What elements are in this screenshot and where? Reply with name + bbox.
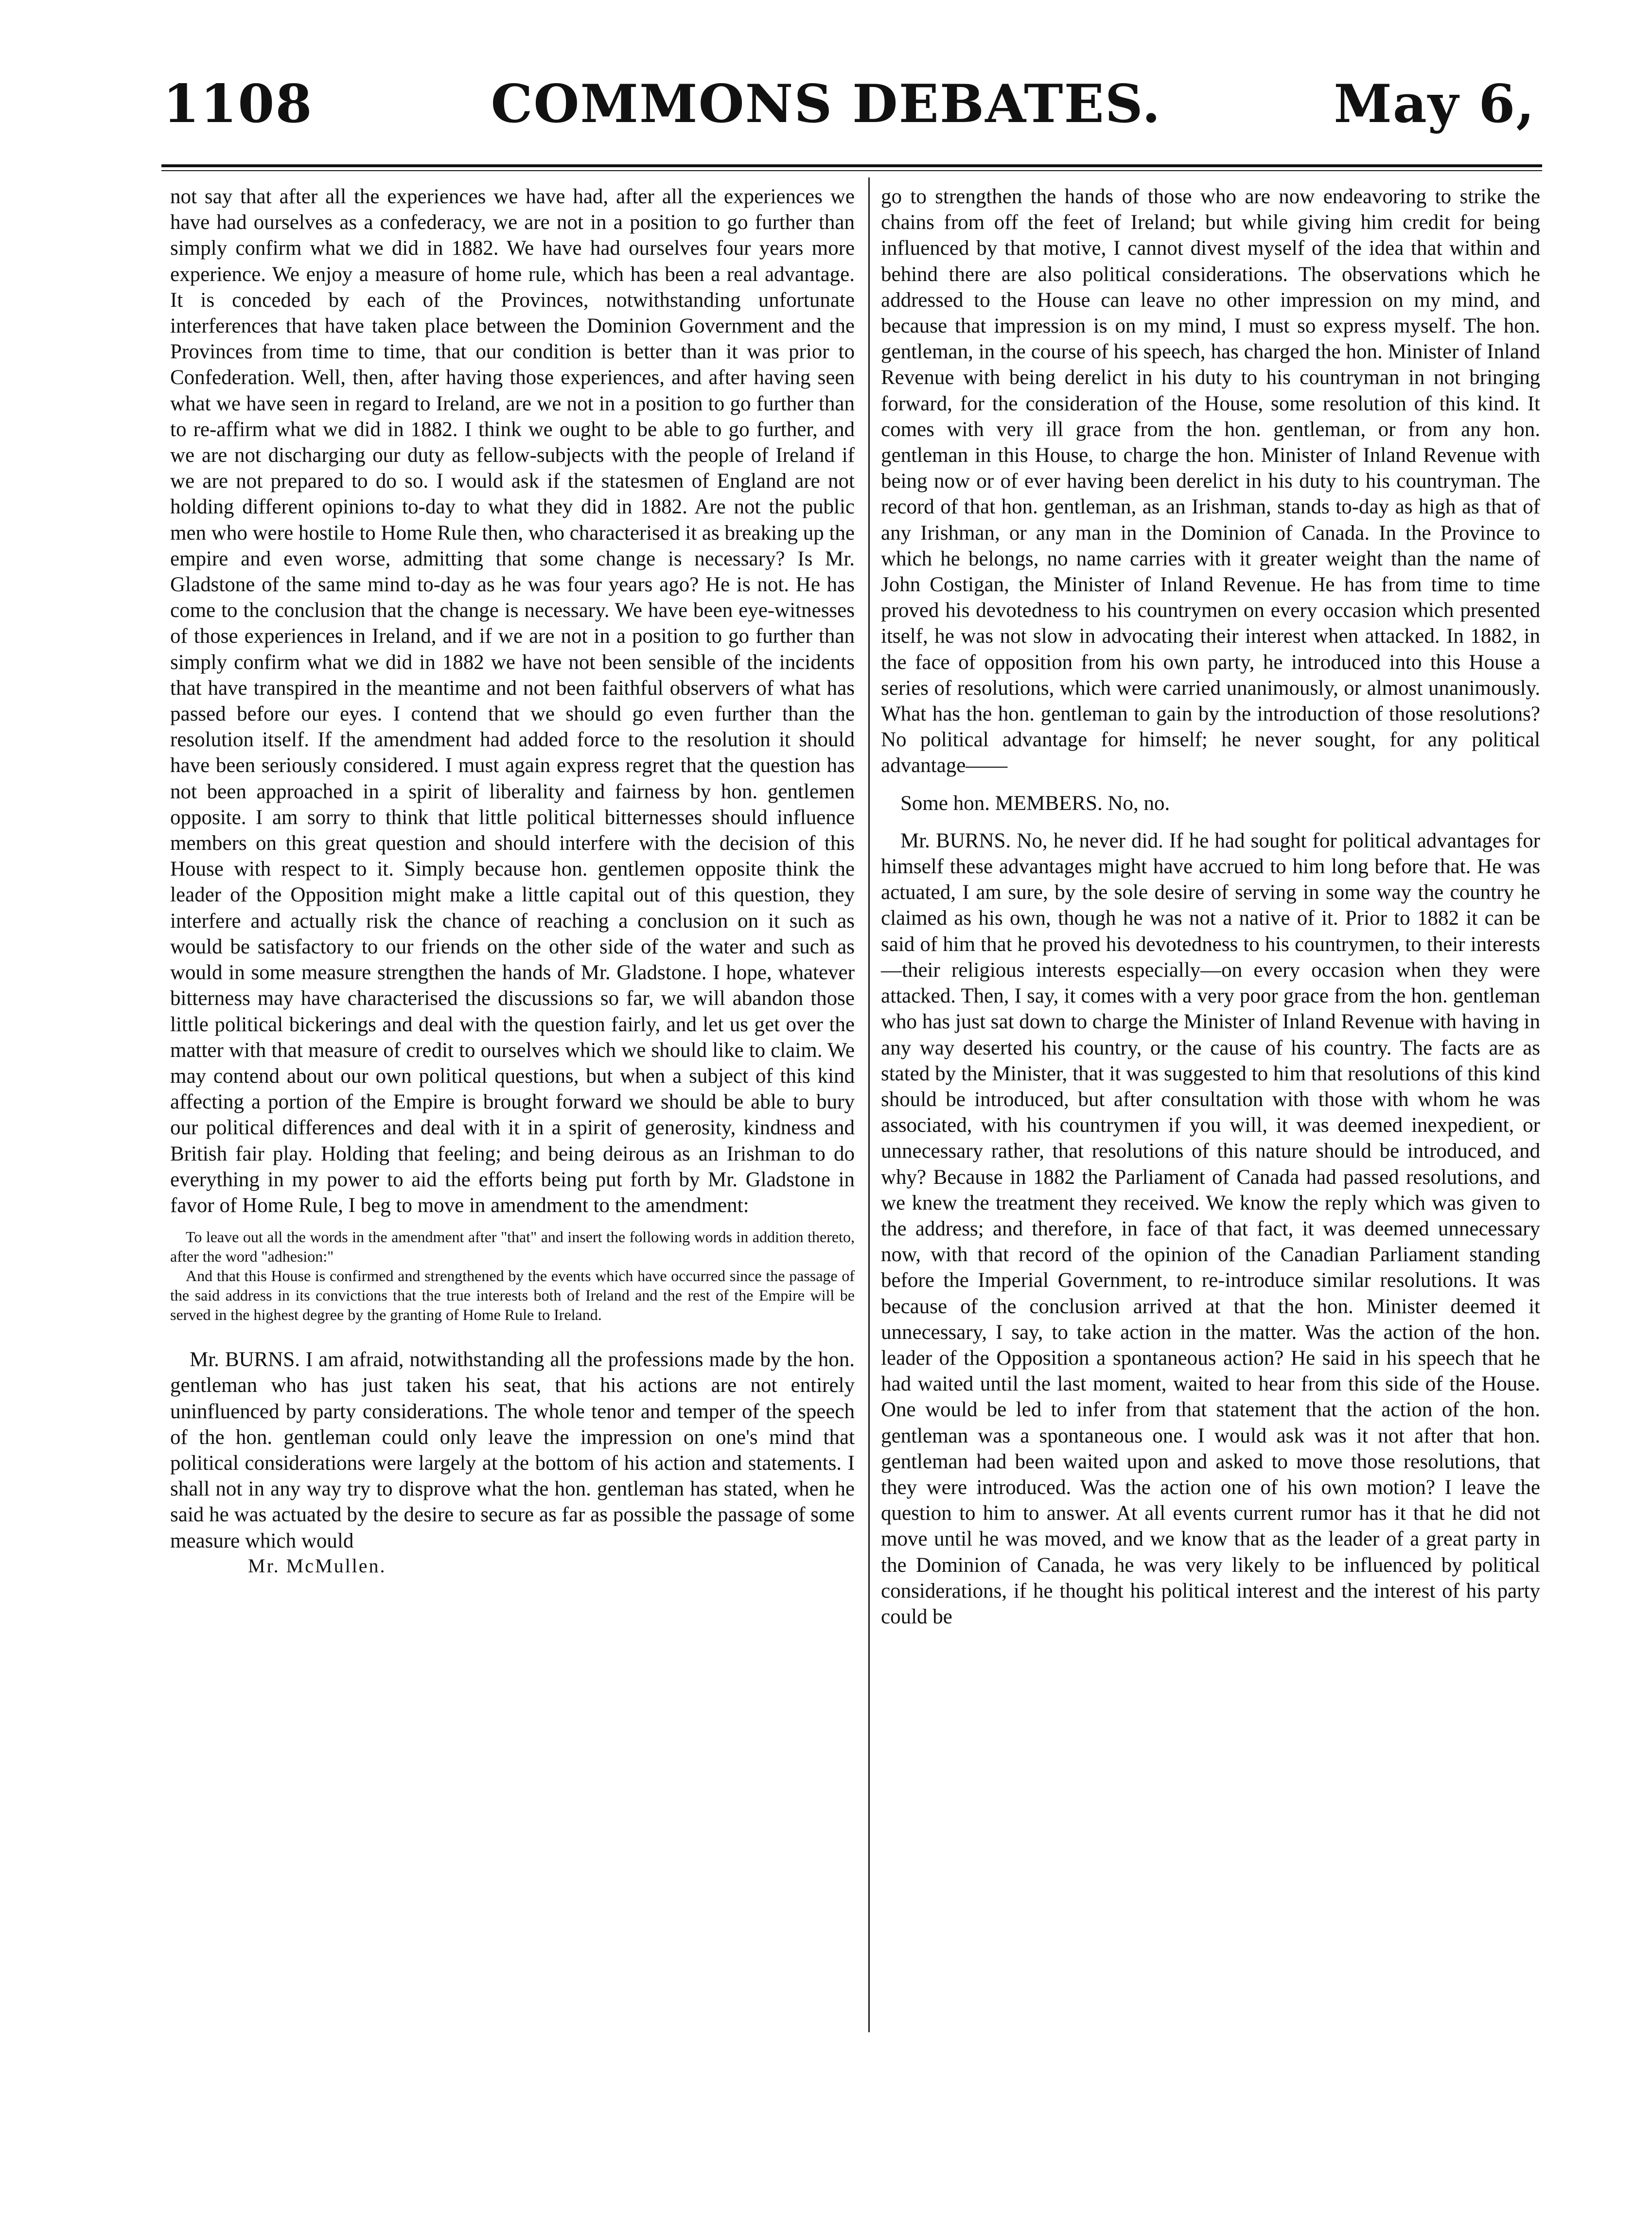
page-footer-speaker: Mr. McMullen. (248, 1554, 387, 1577)
column-divider (868, 177, 870, 2032)
left-paragraph-1: not say that after all the experiences we have had, after all the experiences we have had ourselves as a confederacy, we are not in a position to go further than simply confirm what we did in 1882. We have had ourselves four years more experience. We enjoy a measure of home rule, which has been a real advantage. It is conceded by each of the Provinces, notwithstanding unfortunate interferences that have taken place between the Dominion Government and the Provinces from time to time, that our condition is better than it was prior to Confederation. Well, then, after having those experiences, and after having seen what we have seen in regard to Ireland, are we not in a position to go further than to re-affirm what we did in 1882. I think we ought to be able to go further, and we are not discharging our duty as fellow-subjects with the people of Ireland if we are not prepared to do so. I would ask if the statesmen of England are not holding different opinions to-day to what they did in 1882. Are not the public men who were hostile to Home Rule then, who characterised it as breaking up the empire and even worse, admitting that some change is necessary? Is Mr. Gladstone of the same mind to-day as he was four years ago? He is not. He has come to the conclusion that the change is necessary. We have been eye-witnesses of those experiences in Ireland, and if we are not in a position to go further than simply confirm what we did in 1882 we have not been sensible of the incidents that have transpired in the meantime and not been faithful observers of what has passed before our eyes. I contend that we should go even further than the resolution itself. If the amendment had added force to the resolution it should have been seriously considered. I must again express regret that the question has not been approached in a spirit of liberality and fairness by hon. gentlemen opposite. I am sorry to think that little political bitternesses should influence members on this great question and should interfere with the decision of this House with respect to it. Simply because hon. gentlemen opposite think the leader of the Opposition might make a little capital out of this question, they interfere and actually risk the chance of reaching a conclusion on it such as would be satisfactory to our friends on the other side of the water and such as would in some measure strengthen the hands of Mr. Gladstone. I hope, whatever bitterness may have characterised the discussions so far, we will abandon those little political bickerings and deal with the question fairly, and let us get over the matter with that measure of credit to ourselves which we should like to claim. We may contend about our own political questions, but when a subject of this kind affecting a portion of the Empire is brought forward we should be able to bury our political differences and deal with it in a spirit of generosity, kindness and British fair play. Holding that feeling; and being deirous as an Irishman to do everything in my power to aid the efforts being put forth by Mr. Gladstone in favor of Home Rule, I beg to move in amendment to the amendment: (170, 185, 855, 1217)
amendment-motion (170, 1227, 855, 1324)
speaker-name: Mr. BURNS. (190, 1348, 300, 1372)
burns-speech-continued (881, 828, 1540, 1630)
motion-instruction: To leave out all the words in the amendment after "that" and insert the following words in addition thereto, after the word "adhesion:" (170, 1228, 855, 1266)
speech-text: No, he never did. If he had sought for political advantages for himself these advantages might have accrued to him long before that. He was actuated, I am sure, by the sole desire of serving in some way the country he claimed as his own, though he was not a native of it. Prior to 1882 it can be said of him that he proved his devotedness to his countrymen, to their interests—their religious interests especially—on every occasion when they were attacked. Then, I say, it comes with a very poor grace from the hon. gentleman who has just sat down to charge the Minister of Inland Revenue with having in any way deserted his country, or the cause of his country. The facts are as stated by the Minister, that it was suggested to him that resolutions of this kind should be introduced, but after consultation with those with whom he was associated, with his countrymen if you will, it was deemed inexpedient, or unnecessary rather, that resolutions of this nature should be introduced, and why? Because in 1882 the Parliament of Canada had passed resolutions, and we knew the treatment they received. We know the reply which was given to the address; and therefore, in face of that fact, it was deemed unnecessary now, with that record of the opinion of the Canadian Parliament standing before the Imperial Government, to re-introduce similar resolutions. It was because of the conclusion arrived at that the hon. Minister deemed it unnecessary, I say, to take action in the matter. Was the action of the hon. leader of the Opposition a spontaneous action? He said in his speech that he had waited until the last moment, waited to hear from this side of the House. One would be led to infer from that statement that the action of the hon. gentleman was a spontaneous one. I would ask was it not after that hon. gentleman had been waited upon and asked to move those resolutions, that they were introduced. Was the action one of his own motion? I leave the question to him to answer. At all events current rumor has it that he did not move until he was moved, and we know that as the leader of a great party in the Dominion of Canada, he was very likely to be influenced by political considerations, if he thought his political interest and the interest of his party could be (881, 829, 1541, 1628)
spacer (881, 779, 1540, 791)
header-rule-thin (161, 170, 1542, 171)
spacer (170, 1335, 855, 1347)
motion-text: And that this House is confirmed and strengthened by the events which have occurred since the passage of the said address in its convictions that the true interests both of Ireland and the rest of the Empire will be served in the highest degree by the granting of Home Rule to Ireland. (170, 1267, 855, 1324)
page-title: COMMONS DEBATES. (491, 73, 1161, 135)
header-rule (161, 164, 1542, 167)
members-interjection: Some hon. MEMBERS. No, no. (900, 792, 1170, 815)
right-column (881, 184, 1540, 1630)
spacer (881, 816, 1540, 828)
burns-speech-start (170, 1347, 855, 1554)
left-column (170, 184, 855, 1578)
speaker-name: Mr. BURNS. (900, 829, 1011, 852)
right-paragraph-1: go to strengthen the hands of those who are now endeavoring to strike the chains from off the feet of Ireland; but while giving him credit for being influenced by that motive, I cannot divest myself of the idea that within and behind there are also political considerations. The observations which he addressed to the House can leave no other impression on my mind, and because that impression is on my mind, I must so express myself. The hon. gentleman, in the course of his speech, has charged the hon. Minister of Inland Revenue with being derelict in his duty to his countryman in not bringing forward, for the consideration of the House, some resolution of this kind. It comes with very ill grace from the hon. gentleman, or from any hon. gentleman in this House, to charge the hon. Minister of Inland Revenue with being now or of ever having been derelict in his duty to his countryman. The record of that hon. gentleman, as an Irishman, stands to-day as high as that of any Irishman, or any man in the Dominion of Canada. In the Province to which he belongs, no name carries with it greater weight than the name of John Costigan, the Minister of Inland Revenue. He has from time to time proved his devotedness to his countrymen on every occasion which presented itself, he was not slow in advocating their interest when attacked. In 1882, in the face of opposition from his own party, he introduced into this House a series of resolutions, which were carried unanimously, or almost unanimously. What has the hon. gentleman to gain by the introduction of those resolutions? No political advantage for himself; he never sought, for any political advantage—— (881, 185, 1540, 777)
page-date: May 6, (1334, 73, 1535, 135)
speech-text: I am afraid, notwithstanding all the professions made by the hon. gentleman who has just taken his seat, that his actions are not entirely uninfluenced by party considerations. The whole tenor and temper of the speech of the hon. gentleman could only leave the impression on one's mind that political considerations were largely at the bottom of his action and statements. I shall not in any way try to disprove what the hon. gentleman has stated, when he said he was actuated by the desire to secure as far as possible the passage of some measure which would (170, 1348, 855, 1552)
page-number: 1108 (163, 73, 313, 135)
